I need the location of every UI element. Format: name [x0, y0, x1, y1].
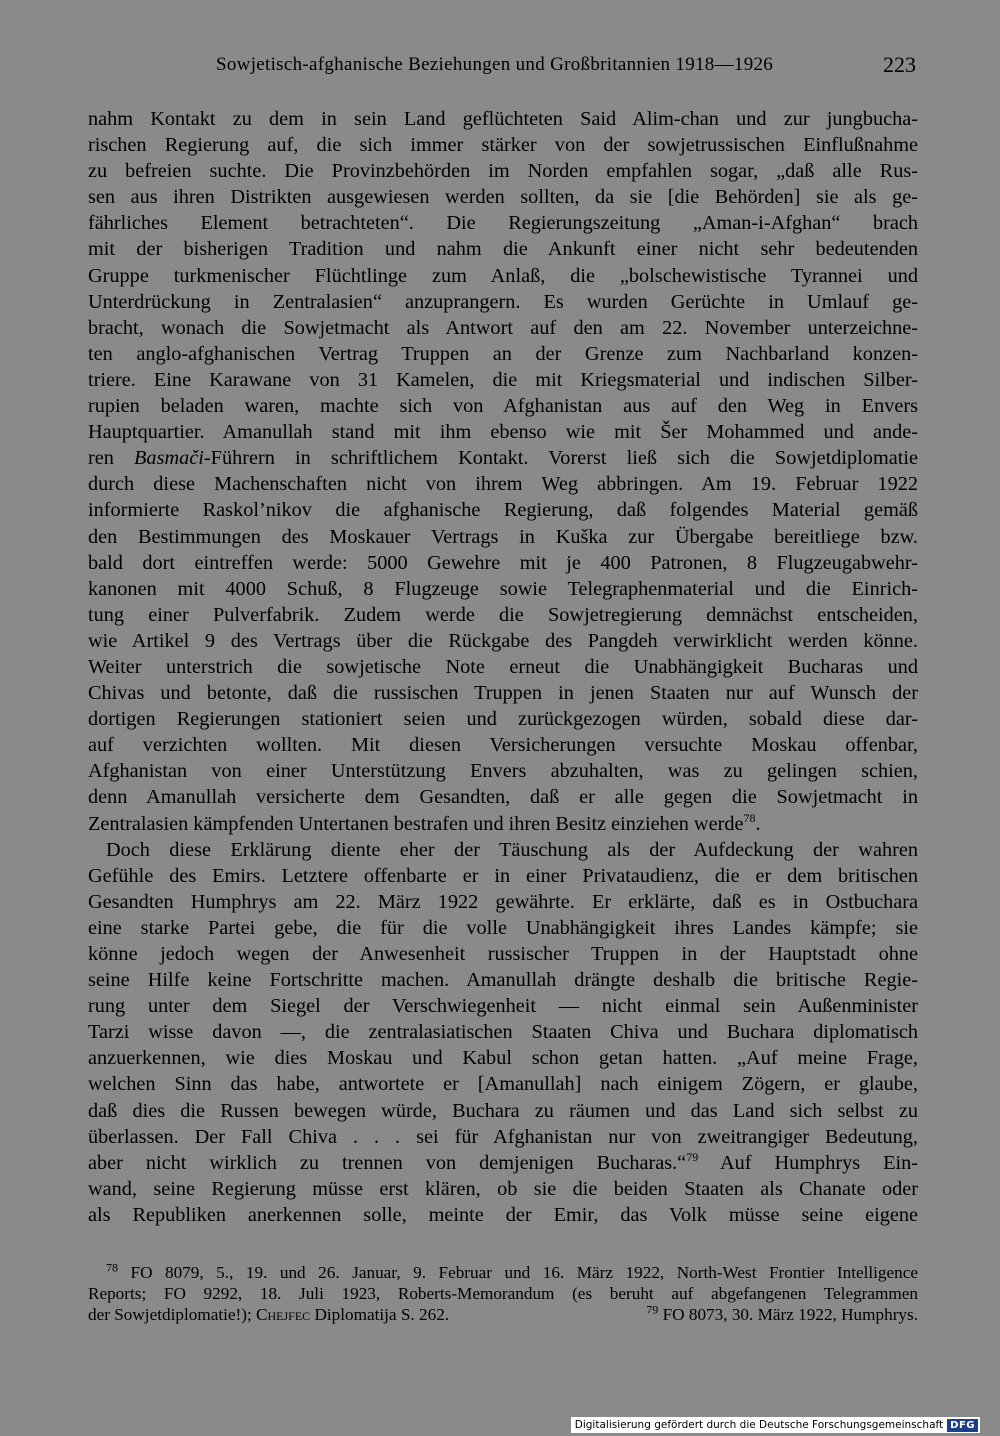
text-line: überlassen. Der Fall Chiva . . . sei für Afghanistan nur von zweitrangiger Bedeutung, [88, 1125, 918, 1148]
text-line: dortigen Regierungen stationiert seien und zurückgezogen würden, sobald diese dar- [88, 708, 918, 731]
body-text [88, 106, 918, 1228]
text-line: sen aus ihren Distrikten ausgewiesen werden sollten, da sie [die Behörden] sie als ge- [88, 186, 918, 209]
footnote-78 [88, 1262, 918, 1283]
footnote-mark: 78 [106, 1260, 118, 1275]
text-fragment: Auf Humphrys Ein- [698, 1151, 918, 1174]
footnote-78-end [88, 1304, 449, 1325]
text-line: bracht, wonach die Sowjetmacht als Antwort auf den am 22. November unterzeichne- [88, 316, 918, 339]
text-line: informierte Raskol’nikov die afghanische Regierung, daß folgendes Material gemäß [88, 499, 918, 522]
footnote-text: FO 8079, 5., 19. und 26. Januar, 9. Februar und 16. März 1922, North-West Frontier Intelligence [130, 1263, 919, 1282]
credit-text: Digitalisierung gefördert durch die Deutsche Forschungsgemeinschaft [574, 1419, 944, 1431]
text-line: könne jedoch wegen der Anwesenheit russischer Truppen in der Hauptstadt ohne [88, 943, 918, 965]
text-line: welchen Sinn das habe, antwortete er [Amanullah] nach einigem Zögern, er glaube, [88, 1073, 918, 1096]
text-line: Zentralasien kämpfenden Untertanen bestrafen und ihren Besitz einziehen werde$^{78}$. [88, 810, 761, 835]
text-line: fährliches Element betrachteten“. Die Regierungszeitung „Aman-i-Afghan“ brach [88, 212, 918, 235]
text-line: Gesandten Humphrys am 22. März 1922 gewährte. Er erklärte, daß es in Ostbuchara [88, 890, 918, 913]
dfg-logo: DFG [947, 1419, 978, 1432]
italic-term: Basmači [134, 447, 204, 470]
text-line: triere. Eine Karawane von 31 Kamelen, die mit Kriegsmaterial und indischen Silber- [88, 368, 918, 391]
text-line [88, 445, 918, 471]
text-line: nahm Kontakt zu dem in sein Land geflüchteten Said Alim-chan und zur jungbucha- [88, 108, 918, 130]
footnote-mark: 79 [646, 1302, 659, 1317]
text-line: Unterdrückung in Zentralasien“ anzuprangern. Es wurden Gerüchte in Umlauf ge- [88, 290, 918, 313]
text-line: Doch diese Erklärung diente eher der Täuschung als der Aufdeckung der wahren [106, 838, 918, 861]
text-line: tung einer Pulverfabrik. Zudem werde die Sowjetregierung demnächst entscheiden, [88, 603, 918, 626]
text-line: mit der bisherigen Tradition und nahm die Ankunft einer nicht sehr bedeutenden [88, 238, 918, 261]
footnote-ref-79: 79 [686, 1149, 699, 1164]
text-line: durch diese Machenschaften nicht von ihrem Weg abbringen. Am 19. Februar 1922 [88, 473, 918, 496]
footnote-line [88, 1304, 918, 1325]
text-line: bald dort eintreffen werde: 5000 Gewehre mit je 400 Patronen, 8 Flugzeugabwehr- [88, 551, 918, 574]
text-line: wand, seine Regierung müsse erst klären, ob sie die beiden Staaten als Chanate oder [88, 1177, 918, 1200]
text-line: rischen Regierung auf, die sich immer stärker von der sowjetrussischen Einflußnahme [88, 134, 918, 157]
text-line: Hauptquartier. Amanullah stand mit ihm ebenso wie mit Šer Mohammed und ande- [88, 421, 918, 444]
text-line: Chivas und betonte, daß die russischen Truppen in jenen Staaten nur auf Wunsch der [88, 682, 918, 705]
footnote-author: Chejfec [256, 1305, 311, 1324]
digitization-credit [571, 1417, 980, 1433]
text-fragment: ren [88, 447, 135, 470]
running-title: Sowjetisch-afghanische Beziehungen und Großbritannien 1918—1926 [216, 54, 774, 75]
text-line: daß dies die Russen bewegen würde, Buchara zu räumen und das Land sich selbst zu [88, 1099, 918, 1122]
text-line: als Republiken anerkennen solle, meinte der Emir, das Volk müsse seine eigene [88, 1203, 918, 1226]
text-fragment: aber nicht wirklich zu trennen von demjenigen Bucharas.“ [88, 1151, 687, 1174]
footnote-text: Diplomatija S. 262. [310, 1305, 450, 1324]
text-line: Afghanistan von einer Unterstützung Envers abzuhalten, was zu gelingen schien, [88, 760, 918, 783]
text-line: den Bestimmungen des Moskauer Vertrags in Kuška zur Übergabe bereitliege bzw. [88, 525, 918, 548]
page-number: 223 [883, 52, 916, 77]
text-line: rupien beladen waren, machte sich von Afghanistan aus auf den Weg in Envers [88, 395, 918, 418]
text-line: wie Artikel 9 des Vertrags über die Rückgabe des Pangdeh verwirklicht werden könne. [88, 629, 918, 652]
text-line: Weiter unterstrich die sowjetische Note erneut die Unabhängigkeit Bucharas und [88, 655, 918, 678]
paragraph-1 [88, 106, 918, 837]
text-line [88, 1150, 918, 1176]
text-line: Tarzi wisse davon —, die zentralasiatischen Staaten Chiva und Buchara diplomatisch [88, 1021, 918, 1044]
text-fragment: Zentralasien kämpfenden Untertanen bestrafen und ihren Besitz einziehen werde [88, 812, 744, 835]
text-line: kanonen mit 4000 Schuß, 8 Flugzeuge sowie Telegraphenmaterial und die Einrich- [88, 577, 918, 600]
text-fragment: -Führern in schriftlichem Kontakt. Vorerst ließ sich die Sowjetdiplomatie [203, 447, 918, 470]
text-line: seine Hilfe keine Fortschritte machen. Amanullah drängte deshalb die britische Regie- [88, 969, 918, 992]
footnote-text: FO 8073, 30. März 1922, Humphrys. [662, 1305, 918, 1324]
text-line: eine starke Partei gebe, die für die volle Unabhängigkeit ihres Landes kämpfe; sie [88, 916, 918, 939]
text-line: zu befreien suchte. Die Provinzbehörden im Norden empfahlen sogar, „daß alle Rus- [88, 160, 918, 183]
text-line: Gruppe turkmenischer Flüchtlinge zum Anlaß, die „bolschewistische Tyrannei und [88, 264, 918, 287]
text-line: Gefühle des Emirs. Letztere offenbarte er in einer Privataudienz, die er dem britischen [88, 864, 918, 887]
paragraph-2 [88, 837, 918, 1228]
page-header [88, 52, 918, 86]
text-line: rung unter dem Siegel der Verschwiegenheit — nicht einmal sein Außenminister [88, 995, 918, 1018]
text-line: anzuerkennen, wie dies Moskau und Kabul schon getan hatten. „Auf meine Frage, [88, 1047, 918, 1070]
text-line: denn Amanullah versicherte dem Gesandten, daß er alle gegen die Sowjetmacht in [88, 786, 918, 809]
footnote-line: Reports; FO 9292, 18. Juli 1923, Roberts-Memorandum (es beruht auf abgefangenen Telegrammen [88, 1284, 918, 1303]
footnote-79 [646, 1304, 918, 1325]
footnote-text: der Sowjetdiplomatie!); [88, 1305, 257, 1324]
text-line: auf verzichten wollten. Mit diesen Versicherungen versuchte Moskau offenbar, [88, 734, 918, 757]
footnote-ref-78: 78 [743, 810, 756, 825]
footnotes [88, 1262, 918, 1325]
text-line: ten anglo-afghanischen Vertrag Truppen an der Grenze zum Nachbarland konzen- [88, 342, 918, 365]
